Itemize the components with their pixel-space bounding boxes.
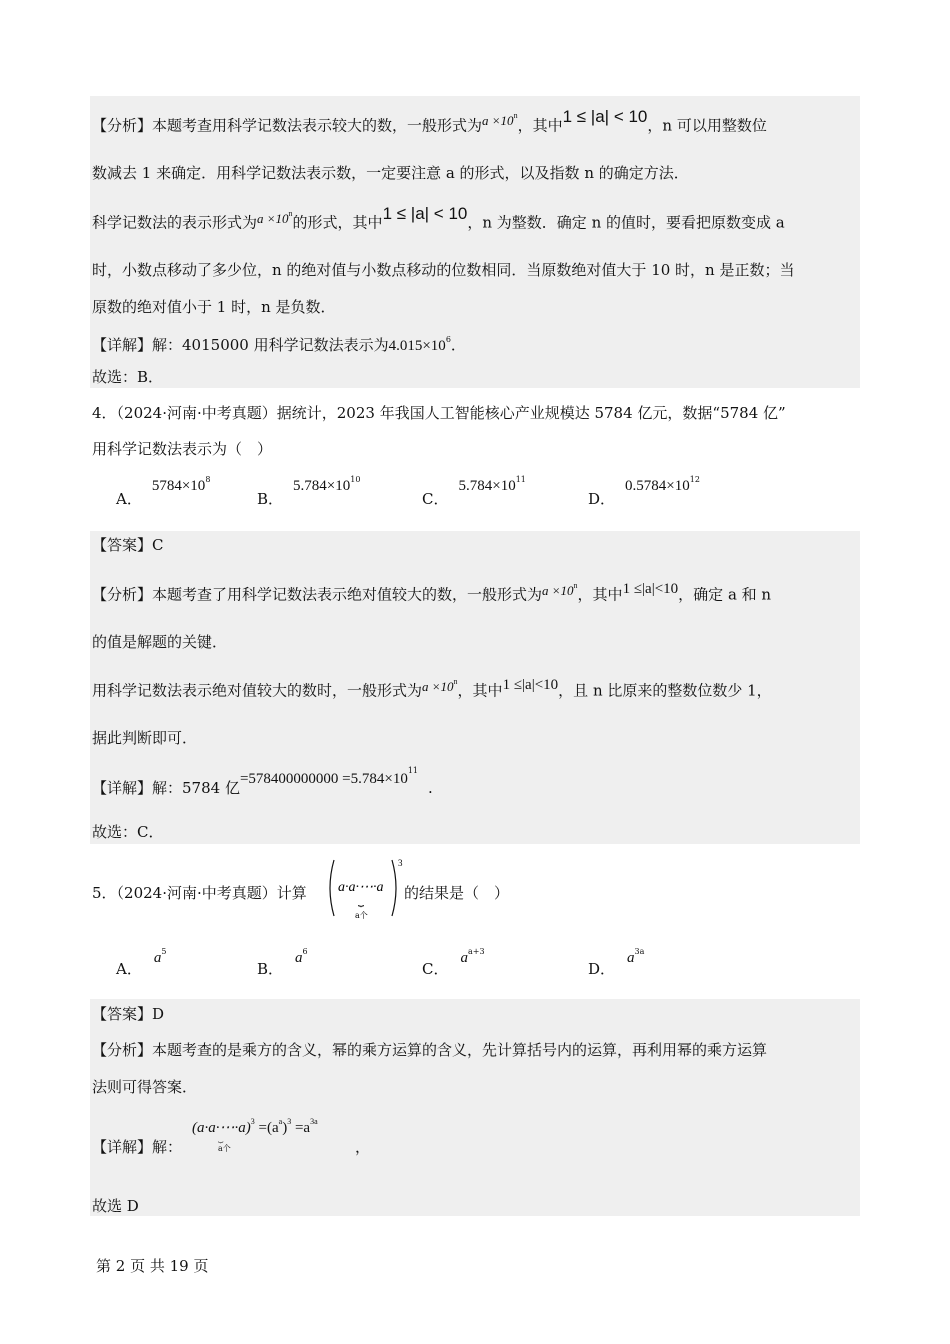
- q4-stem-line1: 4．（2024·河南·中考真题）据统计，2023 年我国人工智能核心产业规模达 5784 亿元，数据“5784 亿”: [92, 404, 786, 422]
- q5-stem-expression: [326, 856, 408, 920]
- q3-detail: 【详解】解：4015000 用科学记数法表示为$4.015\times 10^6$．: [92, 335, 466, 354]
- q5-analysis-line2: 法则可得答案．: [92, 1078, 198, 1096]
- q5-analysis-line1: 【分析】本题考查的是乘方的含义，幂的乘方运算的含义，先计算括号内的运算，再利用幂的乘方运算: [92, 1041, 768, 1059]
- q5-option-a: A．$a^5$: [116, 947, 167, 978]
- q4-analysis-line1: 【分析】本题考查了用科学记数法表示绝对值较大的数，一般形式为$a \times 10^n$，其中1 ≤|a|<10，确定 a 和 n: [92, 581, 772, 604]
- q4-answer: 【答案】C: [92, 536, 164, 554]
- right-paren: [392, 860, 396, 916]
- power-3: 3: [398, 858, 403, 868]
- q3-analysis-line1: 【分析】本题考查用科学记数法表示较大的数，一般形式为$a \times 10^n$，其中1 ≤ |a| < 10，n 可以用整数位: [92, 107, 767, 135]
- q5-detail-brace: ⏟ a个: [218, 1134, 231, 1153]
- brace-glyph: ⏟: [218, 1134, 224, 1144]
- q5-stem: 5．（2024·河南·中考真题）计算: [92, 884, 307, 902]
- q5-choice: 故选 D: [92, 1197, 139, 1215]
- q5-detail-comma: ，: [355, 1138, 371, 1156]
- q3-analysis-line5: 原数的绝对值小于 1 时，n 是负数．: [92, 298, 336, 316]
- q4-choice: 故选：C．: [92, 823, 164, 841]
- q5-option-d: D．$a^{3a}$: [588, 947, 645, 978]
- q3-analysis-line3: 科学记数法的表示形式为$a \times 10^n$的形式，其中1 ≤ |a| < 10，n 为整数．确定 n 的值时，要看把原数变成 a: [92, 204, 785, 232]
- q4-method-line2: 据此判断即可．: [92, 729, 198, 747]
- q5-option-c: C．$a^{a+3}$: [422, 947, 485, 978]
- q4-option-a: A．$5784\times 10^8$: [116, 475, 211, 508]
- q4-option-d: D．$0.5784\times 10^{12}$: [588, 475, 700, 508]
- q4-option-b: B．$5.784\times 10^{10}$: [257, 475, 361, 508]
- product-text: a·a·⋯·a: [338, 880, 384, 895]
- q4-analysis-line2: 的值是解题的关键．: [92, 633, 228, 651]
- q3-analysis-line4: 时，小数点移动了多少位，n 的绝对值与小数点移动的位数相同．当原数绝对值大于 10 时，n 是正数；当: [92, 261, 795, 279]
- q5-answer: 【答案】D: [92, 1005, 165, 1023]
- q4-stem-line2: 用科学记数法表示为（ ）: [92, 440, 273, 458]
- q4-method-line1: 用科学记数法表示绝对值较大的数时，一般形式为$a \times 10^n$，其中1 ≤|a|<10，且 n 比原来的整数位数少 1，: [92, 677, 772, 700]
- q4-detail: 【详解】解：5784 亿$=578400000000 =5.784\times 10^{11}$.: [92, 766, 433, 797]
- q5-option-b: B．$a^6$: [257, 947, 308, 978]
- q5-stem-tail: 的结果是（ ）: [404, 884, 510, 902]
- q5-detail-label: 【详解】解：: [92, 1138, 183, 1156]
- left-paren: [330, 860, 334, 916]
- brace-glyph: ⏟: [358, 896, 364, 907]
- brace-label: a个: [355, 911, 368, 920]
- q3-choice: 故选：B．: [92, 368, 164, 386]
- q5-solution-box: [90, 999, 860, 1216]
- q3-analysis-line2: 数减去 1 来确定．用科学记数法表示数，一定要注意 a 的形式，以及指数 n 的确定方法．: [92, 164, 689, 182]
- q5-detail-expression: (a·a·⋯·a)$^3$ $=(a^a)^3 =a^{3a}$: [192, 1117, 318, 1136]
- page-footer: 第 2 页 共 19 页: [96, 1257, 209, 1275]
- q4-option-c: C．$5.784\times 10^{11}$: [422, 475, 526, 508]
